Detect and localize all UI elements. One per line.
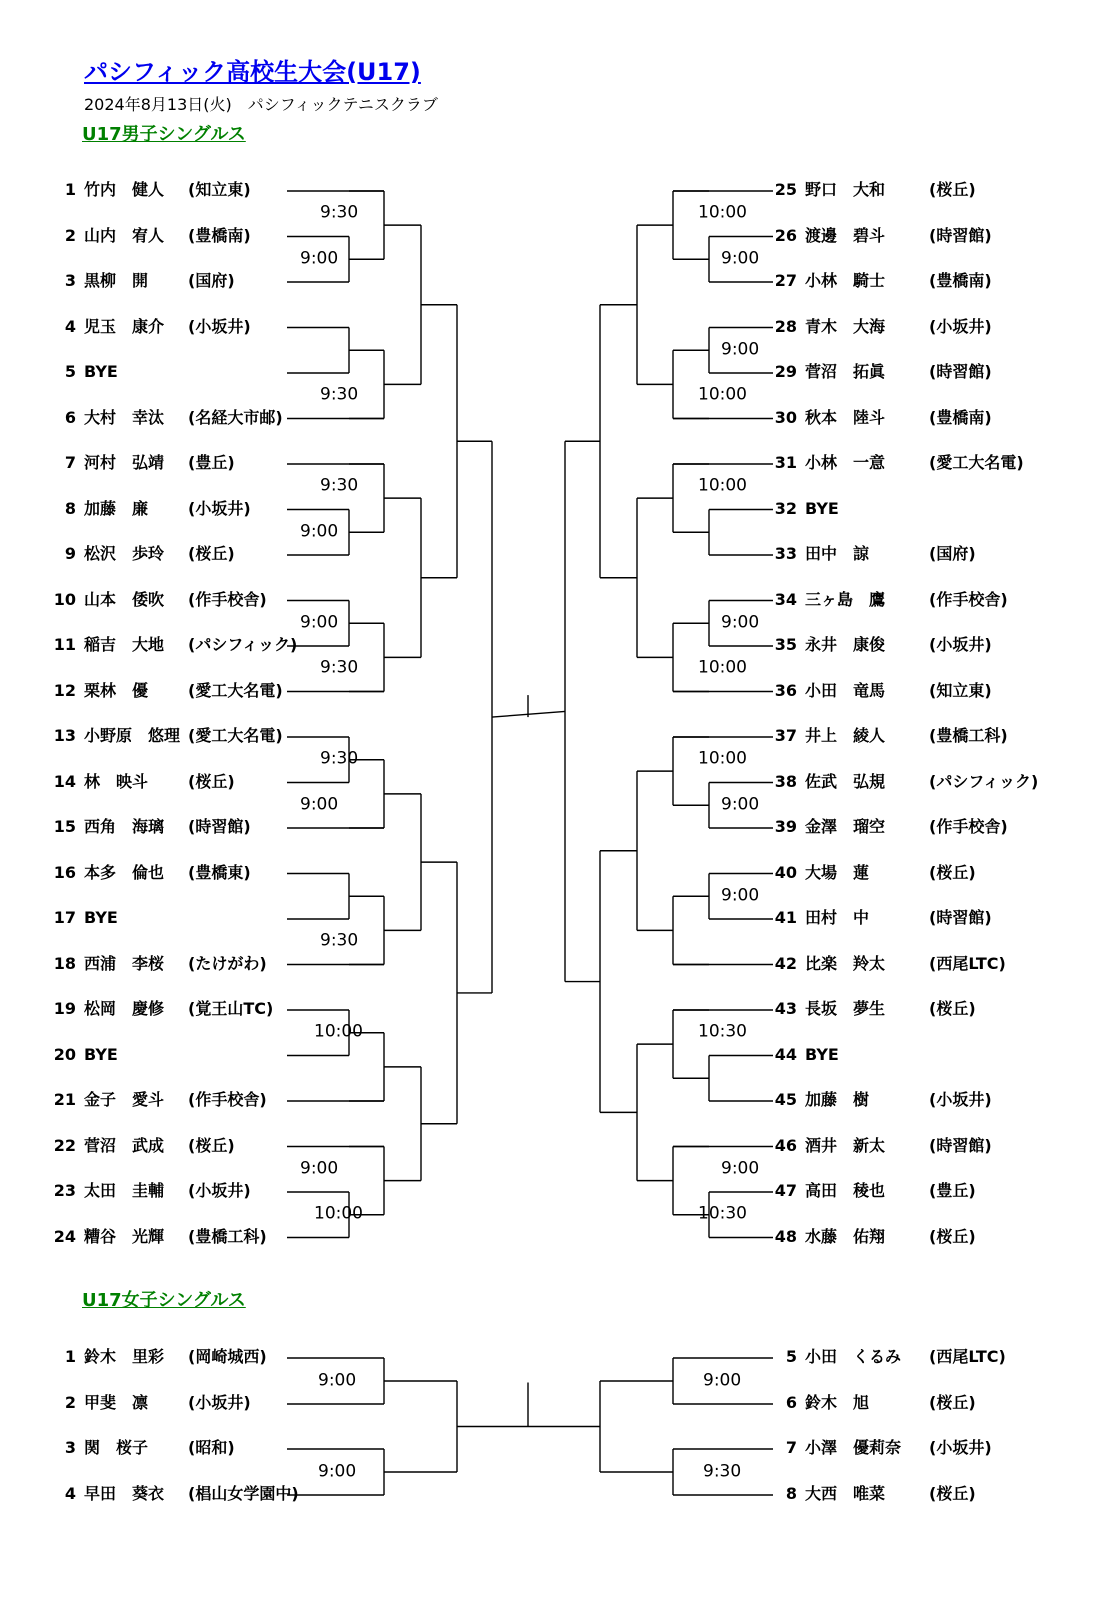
seed-number: 12 <box>53 680 76 700</box>
player-school: (国府) <box>188 271 235 290</box>
player-name: 菅沼 拓眞 <box>805 362 886 381</box>
player-name: BYE <box>84 1044 118 1064</box>
player-school: (時習館) <box>929 225 992 245</box>
player-name: BYE <box>84 362 118 381</box>
match-time: 9:00 <box>721 1158 760 1178</box>
player-name: 水藤 佑翔 <box>805 1226 886 1246</box>
player-entry <box>770 771 1039 791</box>
match-time: 9:00 <box>318 1461 357 1482</box>
player-school: (愛工大名電) <box>929 453 1024 472</box>
player-school: (作手校舎) <box>188 1090 267 1109</box>
player-name: 甲斐 凛 <box>84 1393 149 1412</box>
player-entry <box>52 225 251 245</box>
page-title: パシフィック高校生大会(U17) <box>84 58 421 86</box>
player-name: 田村 中 <box>805 908 870 927</box>
player-name: 三ヶ島 鷹 <box>805 589 886 609</box>
player-school: (豊橋南) <box>929 271 992 290</box>
seed-number: 15 <box>53 817 76 836</box>
player-entry <box>770 680 992 700</box>
player-entry <box>770 1001 976 1017</box>
player-school: (知立東) <box>929 680 992 700</box>
match-time: 9:00 <box>300 521 339 541</box>
player-entry <box>770 1135 992 1155</box>
player-school: (時習館) <box>929 908 992 927</box>
player-school: (時習館) <box>929 1135 992 1155</box>
player-entry <box>52 1395 251 1411</box>
player-name: 河村 弘靖 <box>84 453 165 472</box>
seed-number: 39 <box>774 817 797 836</box>
player-entry <box>52 771 235 791</box>
player-entry <box>52 1044 188 1064</box>
player-entry <box>52 273 235 289</box>
seed-number: 28 <box>774 316 797 336</box>
player-school: (豊橋工科) <box>929 726 1008 745</box>
match-time: 9:30 <box>320 657 359 678</box>
player-name: 比楽 羚太 <box>805 953 886 973</box>
seed-number: 14 <box>53 771 76 791</box>
match-time: 9:30 <box>703 1461 742 1482</box>
player-school: (桜丘) <box>188 544 235 563</box>
player-entry <box>770 455 1024 471</box>
player-name: 本多 倫也 <box>84 862 165 882</box>
player-school: (豊橋工科) <box>188 1226 267 1246</box>
player-entry <box>52 316 251 336</box>
match-time: 9:00 <box>300 794 339 814</box>
player-name: 加藤 樹 <box>805 1090 870 1109</box>
seed-number: 42 <box>774 953 797 973</box>
seed-number: 44 <box>774 1044 797 1064</box>
player-entry <box>770 1092 992 1108</box>
match-time: 9:30 <box>320 748 359 769</box>
seed-number: 11 <box>53 635 76 654</box>
seed-number: 2 <box>64 225 76 245</box>
seed-number: 4 <box>64 1484 76 1503</box>
player-entry <box>52 1135 235 1155</box>
player-name: 佐武 弘規 <box>805 771 886 791</box>
player-entry <box>770 1440 992 1456</box>
player-entry <box>770 728 1008 744</box>
seed-number: 33 <box>774 544 797 563</box>
seed-number: 8 <box>64 498 76 518</box>
player-name: 鈴木 旭 <box>805 1393 870 1412</box>
player-entry <box>52 910 188 926</box>
player-name: 山本 倭吹 <box>84 589 165 609</box>
player-school: (西尾LTC) <box>929 1347 1006 1366</box>
player-name: 小野原 悠理 <box>84 726 181 745</box>
match-time: 10:00 <box>314 1203 363 1224</box>
player-name: 松沢 歩玲 <box>84 544 165 563</box>
seed-number: 20 <box>53 1044 76 1064</box>
player-name: 大場 蓮 <box>805 862 870 882</box>
player-school: (パシフィック) <box>929 771 1039 791</box>
player-name: 糟谷 光輝 <box>84 1226 165 1246</box>
player-name: 長坂 夢生 <box>805 999 886 1018</box>
player-school: (愛工大名電) <box>188 726 283 745</box>
player-school: (豊橋南) <box>188 225 251 245</box>
seed-number: 36 <box>774 680 797 700</box>
player-entry <box>52 680 283 700</box>
match-time: 9:00 <box>300 1158 339 1178</box>
player-entry <box>770 1226 976 1246</box>
player-school: (作手校舎) <box>929 589 1008 609</box>
match-time: 10:30 <box>698 1203 747 1224</box>
player-name: 青木 大海 <box>805 316 886 336</box>
player-name: 大村 幸汰 <box>84 407 165 427</box>
player-school: (知立東) <box>188 180 251 199</box>
player-name: 黒柳 開 <box>84 271 149 290</box>
seed-number: 35 <box>774 635 797 654</box>
boys-singles-heading: U17男子シングルス <box>82 124 246 145</box>
player-school: (西尾LTC) <box>929 953 1006 973</box>
seed-number: 30 <box>774 407 797 427</box>
player-entry <box>770 546 976 562</box>
player-entry <box>52 1092 267 1108</box>
seed-number: 22 <box>53 1135 76 1155</box>
player-school: (桜丘) <box>929 1484 976 1503</box>
player-school: (桜丘) <box>929 180 976 199</box>
seed-number: 46 <box>774 1135 797 1155</box>
player-entry <box>52 589 267 609</box>
seed-number: 21 <box>53 1090 76 1109</box>
player-name: 大西 唯菜 <box>805 1484 886 1503</box>
match-time: 9:00 <box>721 248 760 268</box>
player-entry <box>770 589 1008 609</box>
player-school: (豊丘) <box>188 453 235 472</box>
player-school: (小坂井) <box>929 1090 992 1109</box>
seed-number: 17 <box>53 908 76 927</box>
player-entry <box>52 1349 267 1365</box>
player-entry <box>52 455 235 471</box>
seed-number: 48 <box>774 1226 797 1246</box>
player-school: (小坂井) <box>188 1181 251 1200</box>
girls-singles-heading: U17女子シングルス <box>82 1290 246 1311</box>
player-name: 小田 竜馬 <box>805 680 886 700</box>
seed-number: 5 <box>64 362 76 381</box>
player-entry <box>52 182 251 198</box>
player-name: 小田 くるみ <box>805 1347 902 1366</box>
player-school: (作手校舎) <box>188 589 267 609</box>
match-time: 10:00 <box>698 657 747 678</box>
player-name: 西浦 李桜 <box>84 953 165 973</box>
seed-number: 27 <box>774 271 797 290</box>
seed-number: 34 <box>774 589 797 609</box>
player-name: BYE <box>805 1044 839 1064</box>
player-name: 栗林 優 <box>84 680 149 700</box>
player-entry <box>52 407 283 427</box>
event-date-venue: 2024年8月13日(火) パシフィックテニスクラブ <box>84 95 438 114</box>
seed-number: 7 <box>64 453 76 472</box>
player-entry <box>52 1486 299 1502</box>
player-school: (豊橋東) <box>188 862 251 882</box>
player-school: (昭和) <box>188 1438 235 1457</box>
player-school: (時習館) <box>188 817 251 836</box>
match-time: 9:00 <box>721 885 760 905</box>
player-school: (たけがわ) <box>188 953 267 973</box>
seed-number: 9 <box>64 544 76 563</box>
player-entry <box>770 1395 976 1411</box>
player-name: 林 映斗 <box>84 771 149 791</box>
player-school: (覚王山TC) <box>188 999 274 1018</box>
player-school: (名経大市邮) <box>188 407 283 427</box>
match-time: 10:00 <box>698 748 747 769</box>
player-name: 小澤 優莉奈 <box>805 1438 902 1457</box>
player-name: 西角 海璃 <box>84 817 165 836</box>
player-name: 金澤 瑠空 <box>805 817 886 836</box>
player-school: (愛工大名電) <box>188 680 283 700</box>
player-name: 早田 葵衣 <box>84 1484 165 1503</box>
seed-number: 26 <box>774 225 797 245</box>
seed-number: 6 <box>64 407 76 427</box>
seed-number: 3 <box>64 1438 76 1457</box>
player-name: 酒井 新太 <box>805 1135 886 1155</box>
match-time: 10:00 <box>698 475 747 496</box>
seed-number: 16 <box>53 862 76 882</box>
player-entry <box>52 637 297 653</box>
match-time: 10:00 <box>698 384 747 405</box>
player-entry <box>770 182 976 198</box>
player-name: 田中 諒 <box>805 544 870 563</box>
player-name: 鈴木 里彩 <box>84 1347 165 1366</box>
player-school: (国府) <box>929 544 976 563</box>
seed-number: 7 <box>785 1438 797 1457</box>
player-entry <box>770 910 992 926</box>
match-time: 9:30 <box>320 202 359 223</box>
player-name: 野口 大和 <box>805 180 886 199</box>
player-name: 関 桜子 <box>84 1438 149 1457</box>
player-entry <box>770 498 929 518</box>
player-entry <box>52 862 251 882</box>
player-name: 小林 騎士 <box>805 271 886 290</box>
seed-number: 45 <box>774 1090 797 1109</box>
player-entry <box>770 819 1008 835</box>
seed-number: 1 <box>64 1347 76 1366</box>
seed-number: 25 <box>774 180 797 199</box>
seed-number: 29 <box>774 362 797 381</box>
seed-number: 38 <box>774 771 797 791</box>
seed-number: 5 <box>785 1347 797 1366</box>
player-name: 太田 圭輔 <box>84 1181 165 1200</box>
player-school: (豊丘) <box>929 1181 976 1200</box>
match-time: 10:30 <box>698 1021 747 1042</box>
player-entry <box>52 546 235 562</box>
seed-number: 31 <box>774 453 797 472</box>
player-name: 竹内 健人 <box>84 180 165 199</box>
player-name: 渡邊 碧斗 <box>805 225 886 245</box>
match-time: 10:00 <box>314 1021 363 1042</box>
seed-number: 2 <box>64 1393 76 1412</box>
player-name: BYE <box>84 908 118 927</box>
player-school: (桜丘) <box>929 1393 976 1412</box>
seed-number: 8 <box>785 1484 797 1503</box>
player-name: 井上 綾人 <box>805 726 886 745</box>
seed-number: 23 <box>53 1181 76 1200</box>
player-school: (小坂井) <box>188 316 251 336</box>
seed-number: 18 <box>53 953 76 973</box>
player-school: (桜丘) <box>929 1226 976 1246</box>
match-time: 9:00 <box>300 612 339 632</box>
player-school: (岡崎城西) <box>188 1347 267 1366</box>
match-time: 9:00 <box>703 1370 742 1391</box>
player-entry <box>770 953 1006 973</box>
player-school: (作手校舎) <box>929 817 1008 836</box>
player-school: (椙山女学園中) <box>188 1484 299 1503</box>
player-entry <box>52 498 251 518</box>
player-entry <box>52 728 283 744</box>
player-entry <box>770 1486 976 1502</box>
player-entry <box>770 1183 976 1199</box>
match-time: 9:00 <box>300 248 339 268</box>
player-school: (桜丘) <box>929 862 976 882</box>
player-entry <box>770 1349 1006 1365</box>
seed-number: 47 <box>774 1181 797 1200</box>
seed-number: 4 <box>64 316 76 336</box>
player-name: 小林 一意 <box>805 453 886 472</box>
player-name: 金子 愛斗 <box>84 1090 165 1109</box>
player-name: 加藤 廉 <box>84 498 149 518</box>
seed-number: 24 <box>53 1226 76 1246</box>
player-name: 山内 宥人 <box>84 225 165 245</box>
player-name: BYE <box>805 498 839 518</box>
player-entry <box>770 407 992 427</box>
player-entry <box>770 1044 929 1064</box>
match-time: 9:30 <box>320 930 359 951</box>
player-school: (小坂井) <box>188 498 251 518</box>
player-entry <box>770 225 992 245</box>
match-time: 9:30 <box>320 475 359 496</box>
player-entry <box>52 1440 235 1456</box>
seed-number: 43 <box>774 999 797 1018</box>
player-entry <box>52 819 251 835</box>
player-entry <box>770 316 992 336</box>
seed-number: 13 <box>53 726 76 745</box>
player-name: 秋本 陸斗 <box>805 407 886 427</box>
player-entry <box>52 364 188 380</box>
match-time: 9:30 <box>320 384 359 405</box>
match-time: 9:00 <box>721 794 760 814</box>
seed-number: 40 <box>774 862 797 882</box>
seed-number: 6 <box>785 1393 797 1412</box>
player-entry <box>770 637 992 653</box>
player-name: 菅沼 武成 <box>84 1135 165 1155</box>
player-school: (小坂井) <box>188 1393 251 1412</box>
seed-number: 3 <box>64 271 76 290</box>
player-name: 松岡 慶修 <box>84 999 165 1018</box>
player-school: (小坂井) <box>929 1438 992 1457</box>
match-time: 9:00 <box>721 612 760 632</box>
seed-number: 19 <box>53 999 76 1018</box>
player-entry <box>52 1001 273 1017</box>
player-entry <box>770 273 992 289</box>
player-school: (桜丘) <box>929 999 976 1018</box>
match-time: 9:00 <box>721 339 760 359</box>
player-entry <box>770 862 976 882</box>
seed-number: 1 <box>64 180 76 199</box>
player-entry <box>770 364 992 380</box>
player-entry <box>52 1226 267 1246</box>
player-school: (小坂井) <box>929 635 992 654</box>
player-name: 稲吉 大地 <box>84 635 165 654</box>
player-name: 永井 康俊 <box>805 635 886 654</box>
player-school: (パシフィック) <box>188 635 298 654</box>
player-school: (桜丘) <box>188 771 235 791</box>
player-school: (時習館) <box>929 362 992 381</box>
player-school: (豊橋南) <box>929 407 992 427</box>
seed-number: 32 <box>774 498 797 518</box>
seed-number: 37 <box>774 726 797 745</box>
player-name: 高田 稜也 <box>805 1181 886 1200</box>
player-entry <box>52 953 267 973</box>
seed-number: 41 <box>774 908 797 927</box>
player-name: 児玉 康介 <box>84 316 165 336</box>
player-school: (小坂井) <box>929 316 992 336</box>
match-time: 10:00 <box>698 202 747 223</box>
player-school: (桜丘) <box>188 1135 235 1155</box>
player-entry <box>52 1183 251 1199</box>
match-time: 9:00 <box>318 1370 357 1391</box>
seed-number: 10 <box>53 589 76 609</box>
